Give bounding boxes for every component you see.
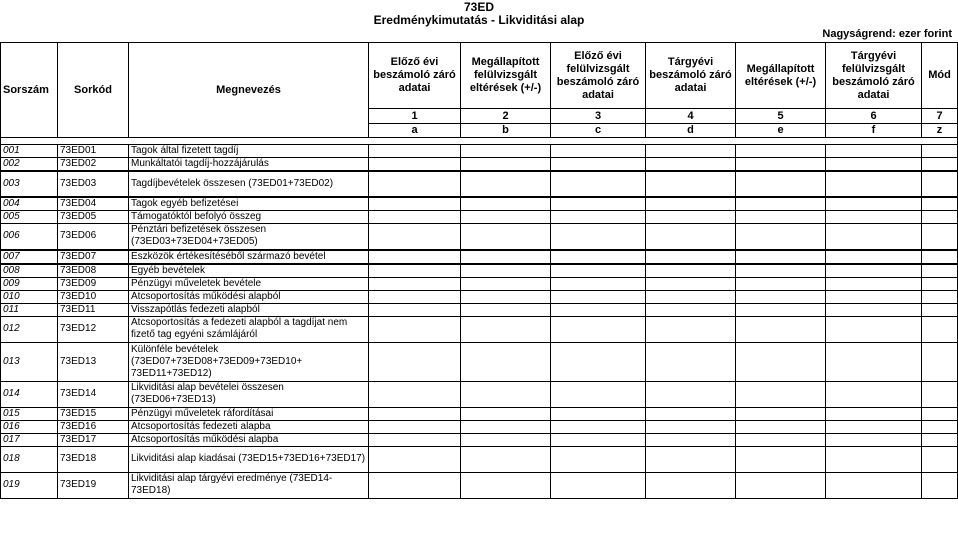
value-cell-col-5[interactable] [736,250,826,264]
value-cell-col-4[interactable] [646,211,736,224]
value-cell-col-6[interactable] [826,420,922,433]
value-cell-col-6[interactable] [826,264,922,278]
value-cell-col-7[interactable] [922,420,958,433]
row-name: Tagok egyéb befizetései [129,197,369,211]
value-cell-col-1[interactable] [369,420,461,433]
value-cell-col-4[interactable] [646,446,736,472]
header-sorkod: Sorkód [58,43,129,138]
value-cell-col-7[interactable] [922,342,958,381]
value-cell-col-6[interactable] [826,171,922,197]
value-cell-col-6[interactable] [826,446,922,472]
value-cell-col-6[interactable] [826,290,922,303]
value-cell-col-4[interactable] [646,171,736,197]
value-cell-col-3[interactable] [551,433,646,446]
row-name: Likviditási alap bevételei összesen (73ED06+73ED13) [129,381,369,407]
value-cell-col-1[interactable] [369,158,461,172]
col-letter: z [922,124,958,138]
value-cell-col-4[interactable] [646,472,736,498]
header-sorszam: Sorszám [1,43,58,138]
col-letter: b [461,124,551,138]
col-number: 5 [736,109,826,124]
value-cell-col-3[interactable] [551,381,646,407]
value-cell-col-6[interactable] [826,197,922,211]
value-cell-col-1[interactable] [369,472,461,498]
row-name: Átcsoportosítás működési alapba [129,433,369,446]
value-cell-col-3[interactable] [551,145,646,158]
value-cell-col-7[interactable] [922,290,958,303]
table-body [1,138,958,499]
value-cell-col-5[interactable] [736,158,826,172]
value-cell-col-2[interactable] [461,145,551,158]
row-name: Munkáltatói tagdíj-hozzájárulás [129,158,369,172]
value-cell-col-4[interactable] [646,277,736,290]
table-row [1,211,958,224]
row-number: 015 [1,407,58,420]
magnitude-note: Nagyságrend: ezer forint [822,28,952,40]
value-cell-col-3[interactable] [551,197,646,211]
table-row [1,446,958,472]
value-cell-col-7[interactable] [922,381,958,407]
value-cell-col-3[interactable] [551,250,646,264]
value-cell-col-2[interactable] [461,158,551,172]
value-cell-col-1[interactable] [369,446,461,472]
value-cell-col-5[interactable] [736,264,826,278]
row-number: 011 [1,303,58,316]
row-name: Átcsoportosítás fedezeti alapba [129,420,369,433]
table-row [1,420,958,433]
value-cell-col-3[interactable] [551,171,646,197]
row-name: Átcsoportosítás működési alapból [129,290,369,303]
value-cell-col-3[interactable] [551,420,646,433]
row-name: Pénztári befizetések összesen (73ED03+73ED04+73ED05) [129,224,369,250]
value-cell-col-1[interactable] [369,264,461,278]
row-code: 73ED10 [58,290,129,303]
value-cell-col-3[interactable] [551,472,646,498]
col-letter: a [369,124,461,138]
table-row [1,472,958,498]
row-name: Átcsoportosítás a fedezeti alapból a tagdíjat nem fizető tag egyéni számlájáról [129,316,369,342]
value-cell-col-5[interactable] [736,342,826,381]
value-cell-col-6[interactable] [826,224,922,250]
value-cell-col-4[interactable] [646,303,736,316]
row-code: 73ED05 [58,211,129,224]
value-cell-col-7[interactable] [922,171,958,197]
value-cell-col-7[interactable] [922,250,958,264]
row-code: 73ED16 [58,420,129,433]
value-cell-col-5[interactable] [736,433,826,446]
row-number: 005 [1,211,58,224]
col-letter: f [826,124,922,138]
value-cell-col-3[interactable] [551,446,646,472]
table-row [1,224,958,250]
value-cell-col-7[interactable] [922,224,958,250]
value-cell-col-5[interactable] [736,316,826,342]
table-row [1,197,958,211]
header-col-3: Előző évi felülvizsgált beszámoló záró adatai [551,43,646,109]
value-cell-col-5[interactable] [736,290,826,303]
row-code: 73ED15 [58,407,129,420]
row-code: 73ED12 [58,316,129,342]
value-cell-col-7[interactable] [922,145,958,158]
value-cell-col-1[interactable] [369,145,461,158]
table-row [1,303,958,316]
header-gap [1,138,958,145]
header-col-7: Mód [922,43,958,109]
value-cell-col-5[interactable] [736,303,826,316]
header-col-6: Tárgyévi felülvizsgált beszámoló záró adatai [826,43,922,109]
value-cell-col-4[interactable] [646,381,736,407]
table-row [1,407,958,420]
row-name: Különféle bevételek (73ED07+73ED08+73ED09+73ED10+ 73ED11+73ED12) [129,342,369,381]
row-number: 007 [1,250,58,264]
value-cell-col-6[interactable] [826,316,922,342]
col-number: 2 [461,109,551,124]
row-code: 73ED14 [58,381,129,407]
col-letter: d [646,124,736,138]
value-cell-col-7[interactable] [922,158,958,172]
value-cell-col-4[interactable] [646,264,736,278]
value-cell-col-3[interactable] [551,277,646,290]
value-cell-col-2[interactable] [461,316,551,342]
value-cell-col-7[interactable] [922,211,958,224]
value-cell-col-7[interactable] [922,264,958,278]
table-row [1,264,958,278]
table-row [1,342,958,381]
value-cell-col-3[interactable] [551,224,646,250]
value-cell-col-4[interactable] [646,250,736,264]
value-cell-col-4[interactable] [646,197,736,211]
row-code: 73ED08 [58,264,129,278]
value-cell-col-2[interactable] [461,211,551,224]
row-code: 73ED02 [58,158,129,172]
value-cell-col-7[interactable] [922,472,958,498]
value-cell-col-2[interactable] [461,197,551,211]
value-cell-col-3[interactable] [551,211,646,224]
value-cell-col-6[interactable] [826,381,922,407]
value-cell-col-1[interactable] [369,211,461,224]
col-number: 7 [922,109,958,124]
table-row [1,316,958,342]
row-code: 73ED04 [58,197,129,211]
value-cell-col-2[interactable] [461,472,551,498]
header-col-1: Előző évi beszámoló záró adatai [369,43,461,109]
col-letter: e [736,124,826,138]
value-cell-col-5[interactable] [736,145,826,158]
value-cell-col-1[interactable] [369,342,461,381]
row-number: 018 [1,446,58,472]
row-code: 73ED19 [58,472,129,498]
value-cell-col-7[interactable] [922,277,958,290]
value-cell-col-2[interactable] [461,381,551,407]
value-cell-col-3[interactable] [551,303,646,316]
value-cell-col-5[interactable] [736,211,826,224]
value-cell-col-2[interactable] [461,290,551,303]
value-cell-col-2[interactable] [461,407,551,420]
row-number: 009 [1,277,58,290]
row-name: Eszközök értékesítéséből származó bevétel [129,250,369,264]
col-number: 6 [826,109,922,124]
row-name: Tagdíjbevételek összesen (73ED01+73ED02) [129,171,369,197]
value-cell-col-4[interactable] [646,407,736,420]
value-cell-col-6[interactable] [826,250,922,264]
value-cell-col-6[interactable] [826,433,922,446]
table-row [1,381,958,407]
value-cell-col-6[interactable] [826,342,922,381]
value-cell-col-3[interactable] [551,342,646,381]
row-name: Visszapótlás fedezeti alapból [129,303,369,316]
row-number: 010 [1,290,58,303]
value-cell-col-5[interactable] [736,407,826,420]
value-cell-col-2[interactable] [461,264,551,278]
value-cell-col-5[interactable] [736,197,826,211]
col-number: 1 [369,109,461,124]
value-cell-col-1[interactable] [369,250,461,264]
table-row [1,290,958,303]
table-row [1,158,958,172]
value-cell-col-1[interactable] [369,303,461,316]
row-number: 017 [1,433,58,446]
value-cell-col-4[interactable] [646,224,736,250]
header-col-5: Megállapított eltérések (+/-) [736,43,826,109]
value-cell-col-6[interactable] [826,472,922,498]
value-cell-col-4[interactable] [646,145,736,158]
value-cell-col-7[interactable] [922,316,958,342]
value-cell-col-5[interactable] [736,420,826,433]
row-code: 73ED03 [58,171,129,197]
row-number: 004 [1,197,58,211]
value-cell-col-1[interactable] [369,433,461,446]
value-cell-col-6[interactable] [826,407,922,420]
row-code: 73ED01 [58,145,129,158]
value-cell-col-6[interactable] [826,211,922,224]
value-cell-col-3[interactable] [551,290,646,303]
value-cell-col-1[interactable] [369,290,461,303]
value-cell-col-5[interactable] [736,171,826,197]
row-number: 014 [1,381,58,407]
header-megnevezes: Megnevezés [129,43,369,138]
value-cell-col-2[interactable] [461,433,551,446]
table-row [1,145,958,158]
row-number: 008 [1,264,58,278]
value-cell-col-6[interactable] [826,158,922,172]
row-code: 73ED06 [58,224,129,250]
header-col-2: Megállapított felülvizsgált eltérések (+/-) [461,43,551,109]
value-cell-col-1[interactable] [369,171,461,197]
value-cell-col-3[interactable] [551,158,646,172]
row-number: 012 [1,316,58,342]
row-number: 013 [1,342,58,381]
value-cell-col-4[interactable] [646,290,736,303]
value-cell-col-2[interactable] [461,250,551,264]
value-cell-col-7[interactable] [922,197,958,211]
value-cell-col-1[interactable] [369,407,461,420]
row-code: 73ED09 [58,277,129,290]
value-cell-col-2[interactable] [461,342,551,381]
row-number: 002 [1,158,58,172]
row-name: Tagok által fizetett tagdíj [129,145,369,158]
value-cell-col-4[interactable] [646,433,736,446]
row-number: 001 [1,145,58,158]
value-cell-col-2[interactable] [461,224,551,250]
value-cell-col-2[interactable] [461,446,551,472]
value-cell-col-5[interactable] [736,446,826,472]
value-cell-col-2[interactable] [461,277,551,290]
value-cell-col-5[interactable] [736,224,826,250]
row-number: 016 [1,420,58,433]
table-row [1,171,958,197]
report-title: Eredménykimutatás - Likviditási alap [373,13,585,27]
value-cell-col-3[interactable] [551,316,646,342]
value-cell-col-2[interactable] [461,420,551,433]
row-name: Pénzügyi műveletek bevétele [129,277,369,290]
value-cell-col-5[interactable] [736,472,826,498]
value-cell-col-1[interactable] [369,224,461,250]
value-cell-col-7[interactable] [922,433,958,446]
row-code: 73ED17 [58,433,129,446]
row-code: 73ED07 [58,250,129,264]
value-cell-col-5[interactable] [736,277,826,290]
value-cell-col-1[interactable] [369,316,461,342]
value-cell-col-5[interactable] [736,381,826,407]
value-cell-col-1[interactable] [369,197,461,211]
value-cell-col-4[interactable] [646,420,736,433]
header-col-4: Tárgyévi beszámoló záró adatai [646,43,736,109]
value-cell-col-4[interactable] [646,342,736,381]
value-cell-col-6[interactable] [826,303,922,316]
row-name: Likviditási alap kiadásai (73ED15+73ED16+73ED17) [129,446,369,472]
value-cell-col-4[interactable] [646,316,736,342]
col-number: 3 [551,109,646,124]
value-cell-col-3[interactable] [551,407,646,420]
col-letter: c [551,124,646,138]
value-cell-col-6[interactable] [826,277,922,290]
value-cell-col-4[interactable] [646,158,736,172]
form-code: 73ED [463,0,495,14]
table-row [1,277,958,290]
table-row [1,250,958,264]
row-name: Likviditási alap tárgyévi eredménye (73ED14-73ED18) [129,472,369,498]
row-number: 003 [1,171,58,197]
value-cell-col-6[interactable] [826,145,922,158]
table-row [1,433,958,446]
row-code: 73ED13 [58,342,129,381]
row-code: 73ED18 [58,446,129,472]
row-number: 019 [1,472,58,498]
value-cell-col-3[interactable] [551,264,646,278]
value-cell-col-7[interactable] [922,407,958,420]
row-name: Egyéb bevételek [129,264,369,278]
row-number: 006 [1,224,58,250]
income-statement-table [0,42,958,499]
row-name: Pénzügyi műveletek ráfordításai [129,407,369,420]
row-name: Támogatóktól befolyó összeg [129,211,369,224]
value-cell-col-2[interactable] [461,303,551,316]
col-number: 4 [646,109,736,124]
value-cell-col-1[interactable] [369,277,461,290]
row-code: 73ED11 [58,303,129,316]
value-cell-col-1[interactable] [369,381,461,407]
value-cell-col-7[interactable] [922,446,958,472]
value-cell-col-2[interactable] [461,171,551,197]
value-cell-col-7[interactable] [922,303,958,316]
